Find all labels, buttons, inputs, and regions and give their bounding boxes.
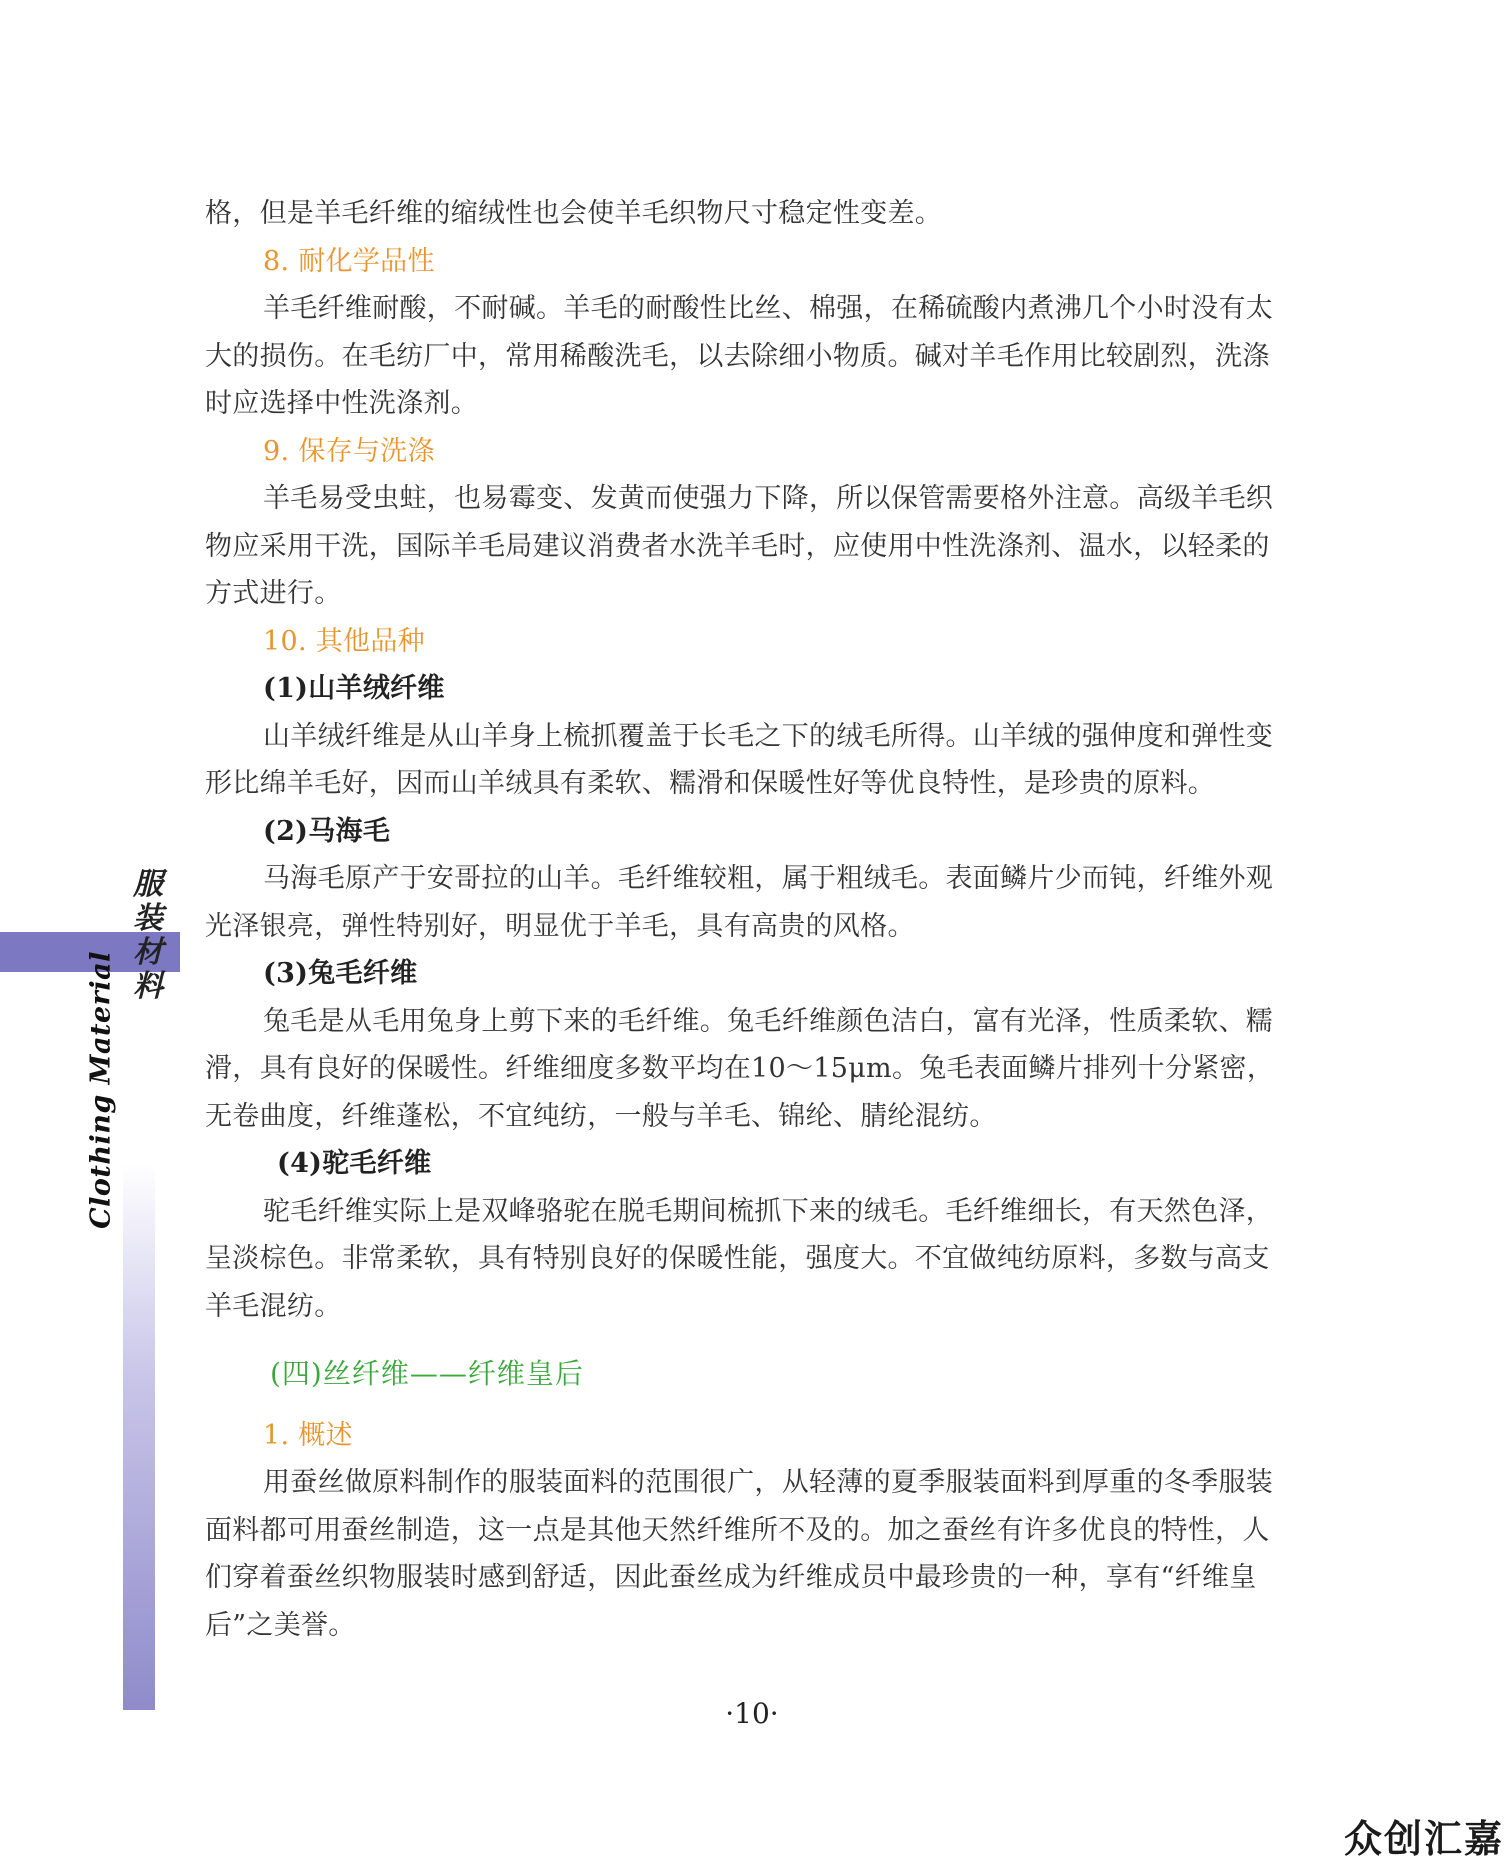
paragraph-line: 马海毛原产于安哥拉的山羊。毛纤维较粗，属于粗绒毛。表面鳞片少而钝，纤维外观: [263, 863, 1274, 894]
paragraph-line: 用蚕丝做原料制作的服装面料的范围很广，从轻薄的夏季服装面料到厚重的冬季服装: [263, 1467, 1274, 1498]
heading-chemical-resistance: 8. 耐化学品性: [263, 245, 435, 277]
section-heading-silk: (四)丝纤维——纤维皇后: [270, 1357, 584, 1390]
paragraph-line: 物应采用干洗，国际羊毛局建议消费者水洗羊毛时，应使用中性洗涤剂、温水，以轻柔的: [205, 530, 1270, 562]
paragraph-line: 羊毛纤维耐酸，不耐碱。羊毛的耐酸性比丝、棉强，在稀硫酸内煮沸几个小时没有太: [263, 293, 1274, 324]
heading-overview: 1. 概述: [263, 1419, 353, 1451]
spacer: [205, 1398, 1350, 1412]
paragraph-line: 时应选择中性洗涤剂。: [205, 388, 478, 419]
paragraph-line: 格，但是羊毛纤维的缩绒性也会使羊毛织物尺寸稳定性变差。: [205, 198, 943, 229]
paragraph-line: 们穿着蚕丝织物服装时感到舒适，因此蚕丝成为纤维成员中最珍贵的一种，享有“纤维皇: [205, 1562, 1257, 1593]
subheading-cashmere: (1)山羊绒纤维: [263, 673, 445, 704]
subheading-rabbit-hair: (3)兔毛纤维: [263, 958, 418, 989]
sidebar-title-en: Clothing Material: [85, 951, 117, 1229]
paragraph-line: 面料都可用蚕丝制造，这一点是其他天然纤维所不及的。加之蚕丝有许多优良的特性，人: [205, 1514, 1270, 1546]
paragraph-line: 后”之美誉。: [205, 1609, 356, 1641]
paragraph-line: 光泽银亮，弹性特别好，明显优于羊毛，具有高贵的风格。: [205, 910, 915, 942]
page-number: ·10·: [725, 1697, 779, 1730]
heading-other-varieties: 10. 其他品种: [263, 625, 425, 657]
paragraph-line: 方式进行。: [205, 578, 342, 609]
paragraph-line: 形比绵羊毛好，因而山羊绒具有柔软、糯滑和保暖性好等优良特性，是珍贵的原料。: [205, 768, 1216, 799]
subheading-camel-hair: (4)驼毛纤维: [277, 1148, 432, 1179]
paragraph-line: 山羊绒纤维是从山羊身上梳抓覆盖于长毛之下的绒毛所得。山羊绒的强伸度和弹性变: [263, 720, 1274, 752]
spacer: [205, 1330, 1350, 1350]
page-content: [205, 190, 1350, 1649]
sidebar-title-cn: 服装材料: [133, 867, 163, 1004]
paragraph-line: 羊毛易受虫蛀，也易霉变、发黄而使强力下降，所以保管需要格外注意。高级羊毛织: [263, 483, 1274, 514]
heading-storage-washing: 9. 保存与洗涤: [263, 435, 435, 467]
subheading-mohair: (2)马海毛: [263, 815, 391, 847]
watermark-logo: 众创汇嘉: [1343, 1817, 1504, 1861]
paragraph-line: 兔毛是从毛用兔身上剪下来的毛纤维。兔毛纤维颜色洁白，富有光泽，性质柔软、糯: [263, 1005, 1274, 1037]
paragraph-line: 呈淡棕色。非常柔软，具有特别良好的保暖性能，强度大。不宜做纯纺原料，多数与高支: [205, 1243, 1270, 1274]
paragraph-line: 滑，具有良好的保暖性。纤维细度多数平均在10～15μm。兔毛表面鳞片排列十分紧密，: [205, 1053, 1275, 1084]
paragraph-line: 羊毛混纺。: [205, 1290, 342, 1322]
paragraph-line: 大的损伤。在毛纺厂中，常用稀酸洗毛，以去除细小物质。碱对羊毛作用比较剧烈，洗涤: [205, 340, 1270, 372]
paragraph-line: 驼毛纤维实际上是双峰骆驼在脱毛期间梳抓下来的绒毛。毛纤维细长，有天然色泽，: [263, 1195, 1274, 1227]
paragraph-line: 无卷曲度，纤维蓬松，不宜纯纺，一般与羊毛、锦纶、腈纶混纺。: [205, 1100, 997, 1132]
